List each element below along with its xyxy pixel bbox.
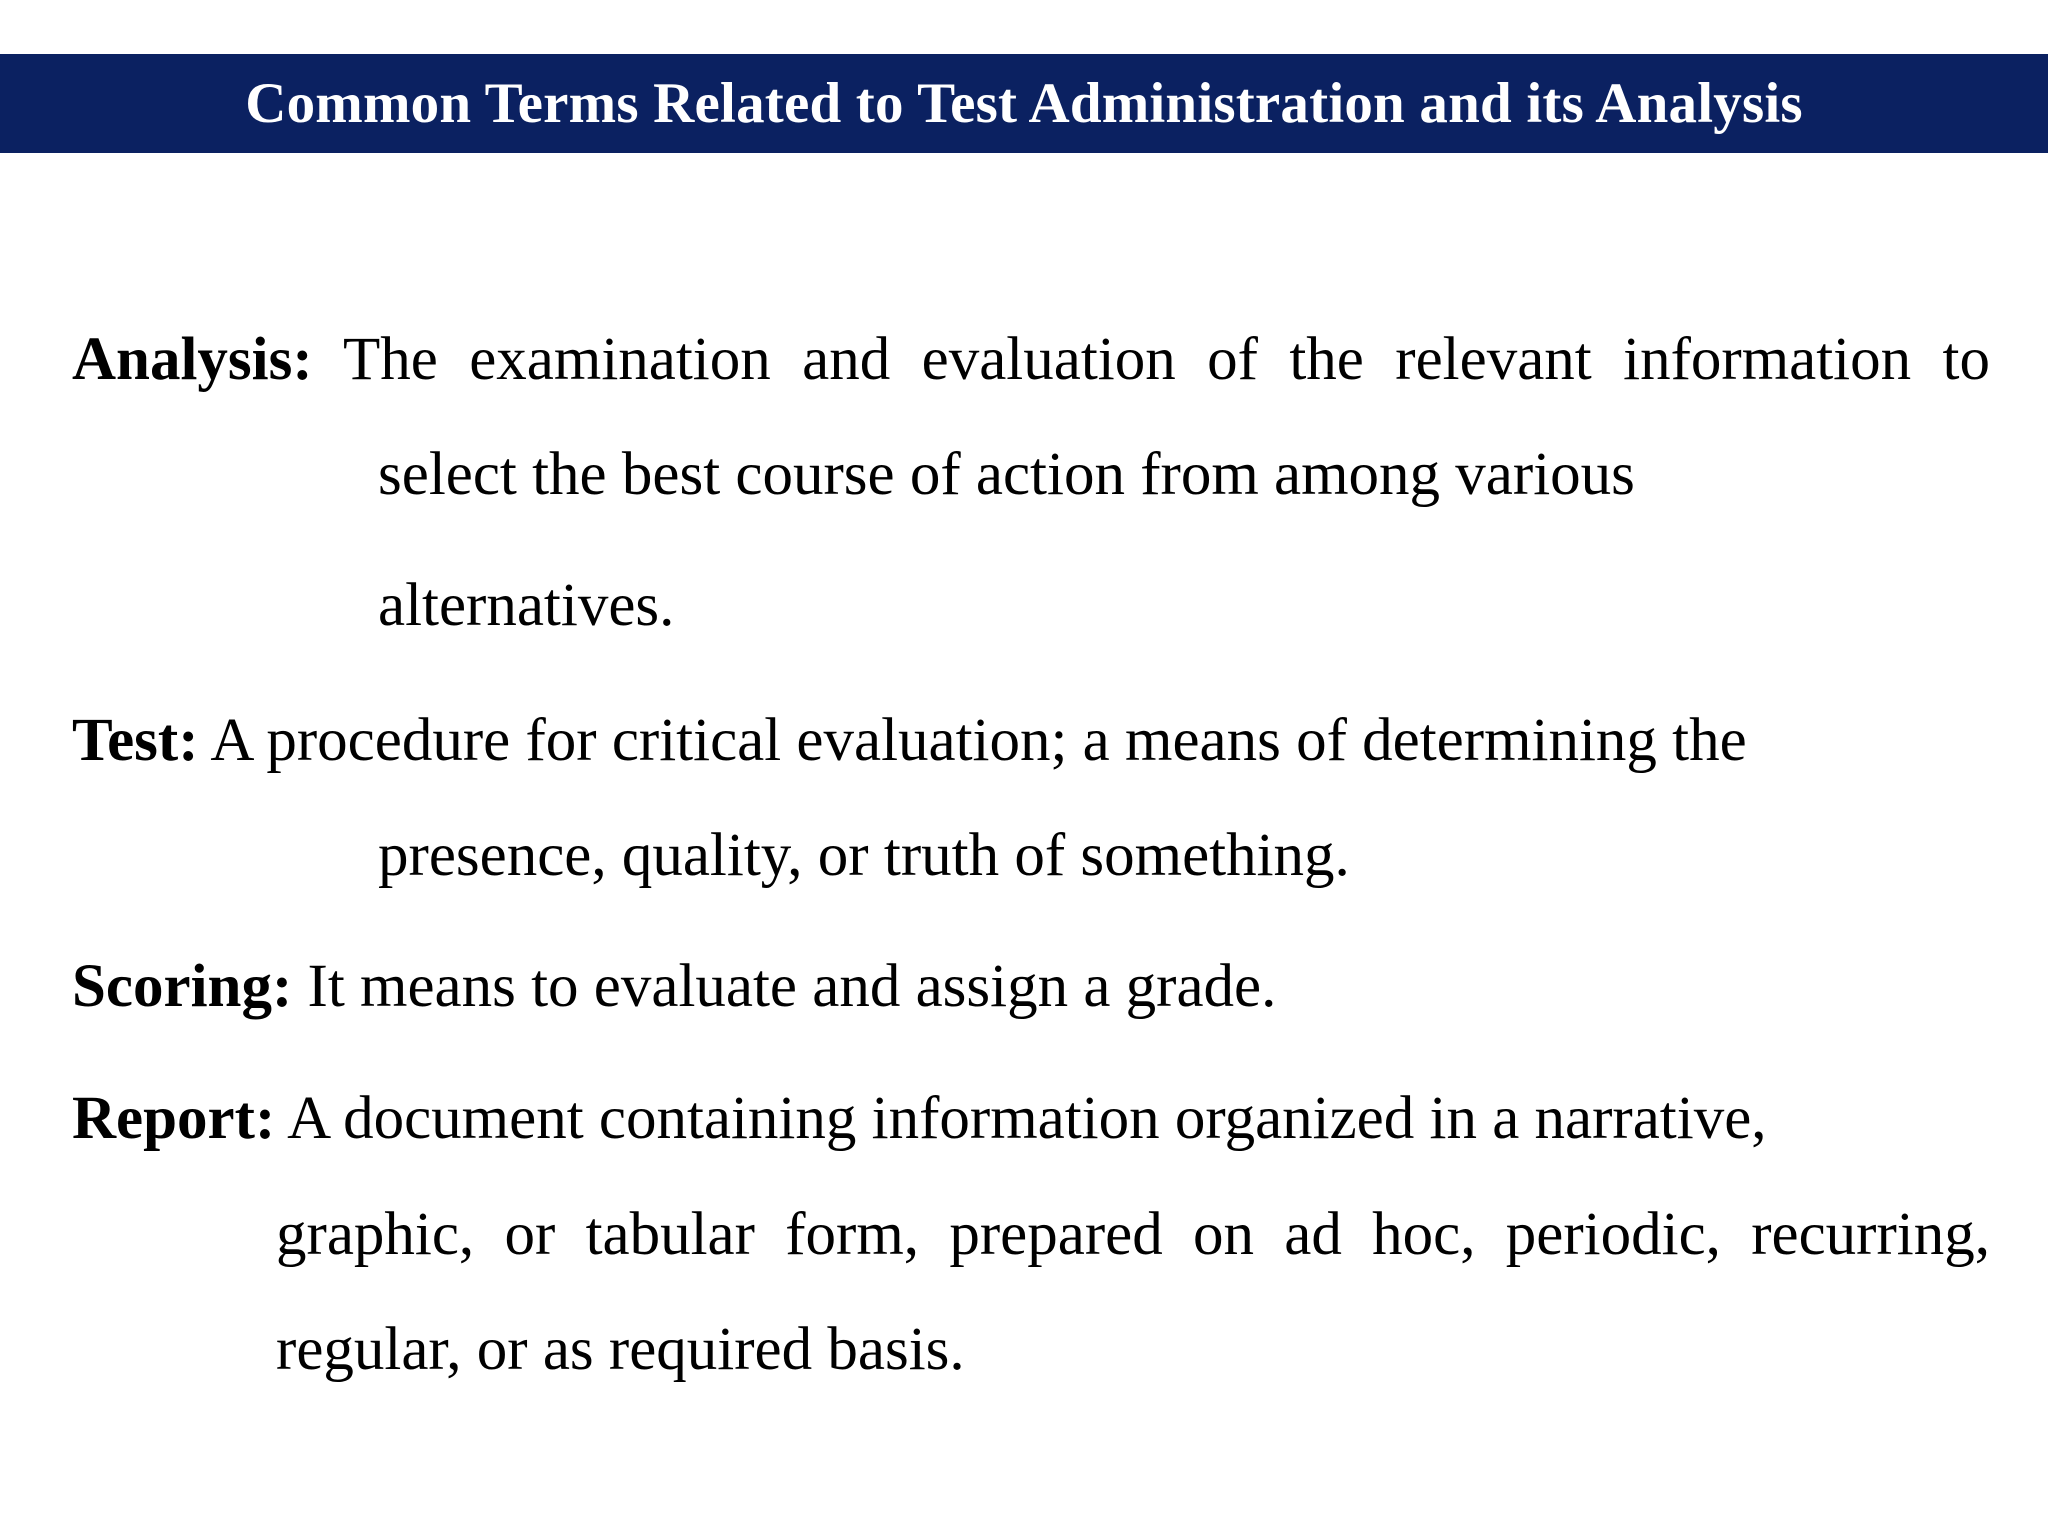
definition-test-line-1 [72,705,1747,777]
definition-report-line-1 [72,1083,1767,1155]
definition-report-line-2: graphic, or tabular form, prepared on ad hoc, periodic, recurring, [276,1201,1990,1268]
definition-text: A document containing information organized in a narrative, [287,1085,1767,1152]
definition-text: It means to evaluate and assign a grade. [307,953,1277,1020]
term-scoring: Scoring: [72,953,293,1020]
title-bar [0,54,2048,153]
definition-analysis-line-2: select the best course of action from among various [378,441,1635,508]
definition-text: The examination and evaluation of the relevant information to [342,326,1990,393]
definition-analysis-line-3: alternatives. [378,572,675,639]
term-report: Report: [72,1085,276,1152]
slide-title: Common Terms Related to Test Administration and its Analysis [245,72,1803,135]
definition-scoring-line-1 [72,951,1276,1023]
term-analysis: Analysis: [72,326,313,393]
definition-report-line-3: regular, or as required basis. [276,1316,965,1383]
definition-test-line-2: presence, quality, or truth of something. [378,822,1350,889]
definition-analysis-line-1 [72,324,1990,396]
definition-text: A procedure for critical evaluation; a means of determining the [210,707,1747,774]
term-test: Test: [72,707,199,774]
